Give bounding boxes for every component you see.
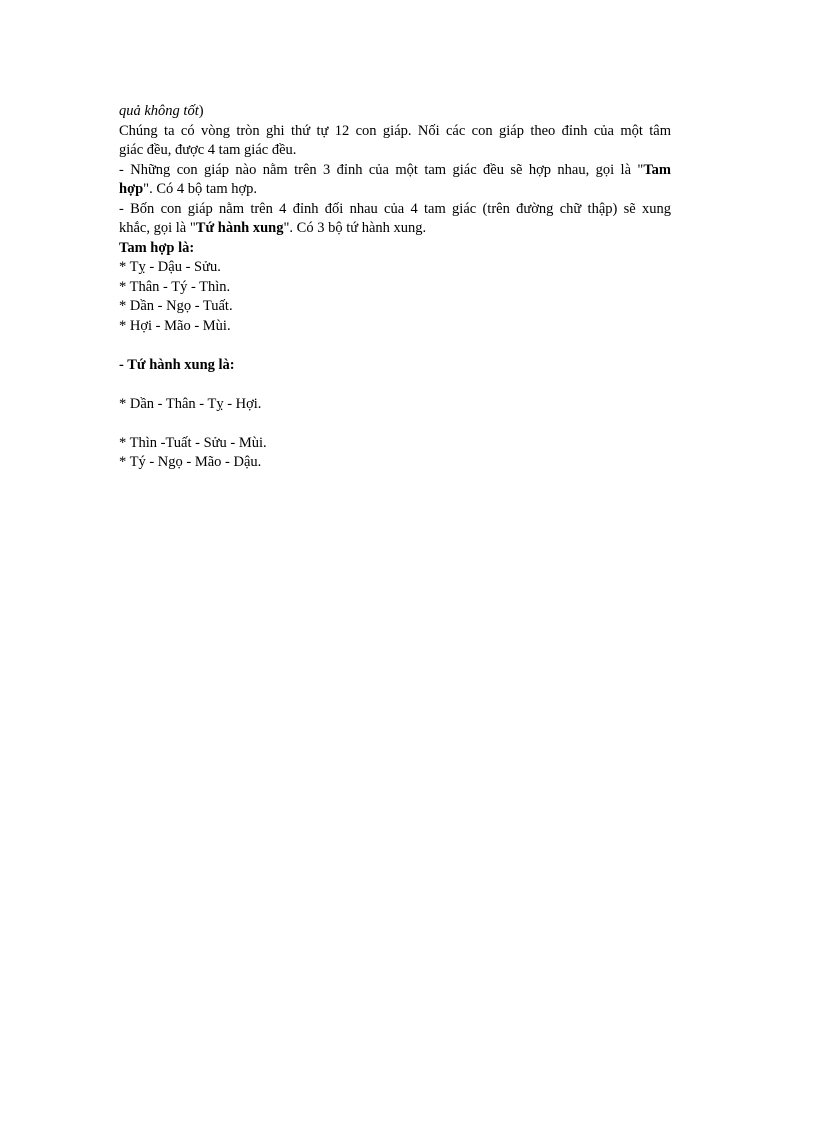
blank-line (119, 414, 671, 434)
blank-line (119, 336, 671, 356)
tu-hanh-xung-heading: - Tứ hành xung là: (119, 356, 235, 373)
document-page (119, 102, 671, 473)
tu-hanh-xung-item: * Thìn -Tuất - Sửu - Mùi. (119, 434, 267, 451)
intro-tail-paren: ) (198, 103, 204, 119)
intro-tail-italic: quả không tốt (119, 103, 199, 119)
para3-line2-pre: khắc, gọi là " (119, 220, 196, 236)
tam-hop-item: * Thân - Tý - Thìn. (119, 278, 231, 295)
para3-line2-bold: Tứ hành xung (195, 220, 284, 236)
para2-line1-bold: Tam (643, 161, 671, 178)
para1-line1: Chúng ta có vòng tròn ghi thứ tự 12 con giáp. Nối các con giáp theo đỉnh của một tâm (119, 122, 671, 139)
para3-line2 (119, 219, 671, 239)
para3-line2-post: ". Có 3 bộ tứ hành xung. (283, 220, 427, 236)
tam-hop-item: * Tỵ - Dậu - Sửu. (119, 259, 221, 275)
tu-hanh-xung-item: * Dần - Thân - Tỵ - Hợi. (119, 395, 262, 412)
para1-line2: giác đều, được 4 tam giác đều. (119, 142, 297, 158)
para2-line1-text: - Những con giáp nào nằm trên 3 đỉnh của một tam giác đều sẽ hợp nhau, gọi là " (119, 161, 644, 178)
para3-line1: - Bốn con giáp nằm trên 4 đỉnh đối nhau của 4 tam giác (trên đường chữ thập) sẽ xung (119, 200, 671, 217)
tam-hop-item: * Dần - Ngọ - Tuất. (119, 298, 233, 314)
tam-hop-item: * Hợi - Mão - Mùi. (119, 317, 231, 334)
para2-line2-text: ". Có 4 bộ tam hợp. (143, 181, 258, 197)
para2-line1 (119, 161, 671, 181)
blank-line (119, 375, 671, 395)
tam-hop-heading: Tam hợp là: (119, 239, 195, 256)
para2-line2-bold: hợp (119, 181, 144, 197)
tu-hanh-xung-item: * Tý - Ngọ - Mão - Dậu. (119, 454, 262, 470)
intro-tail-line (119, 102, 671, 122)
para2-line2 (119, 180, 671, 200)
